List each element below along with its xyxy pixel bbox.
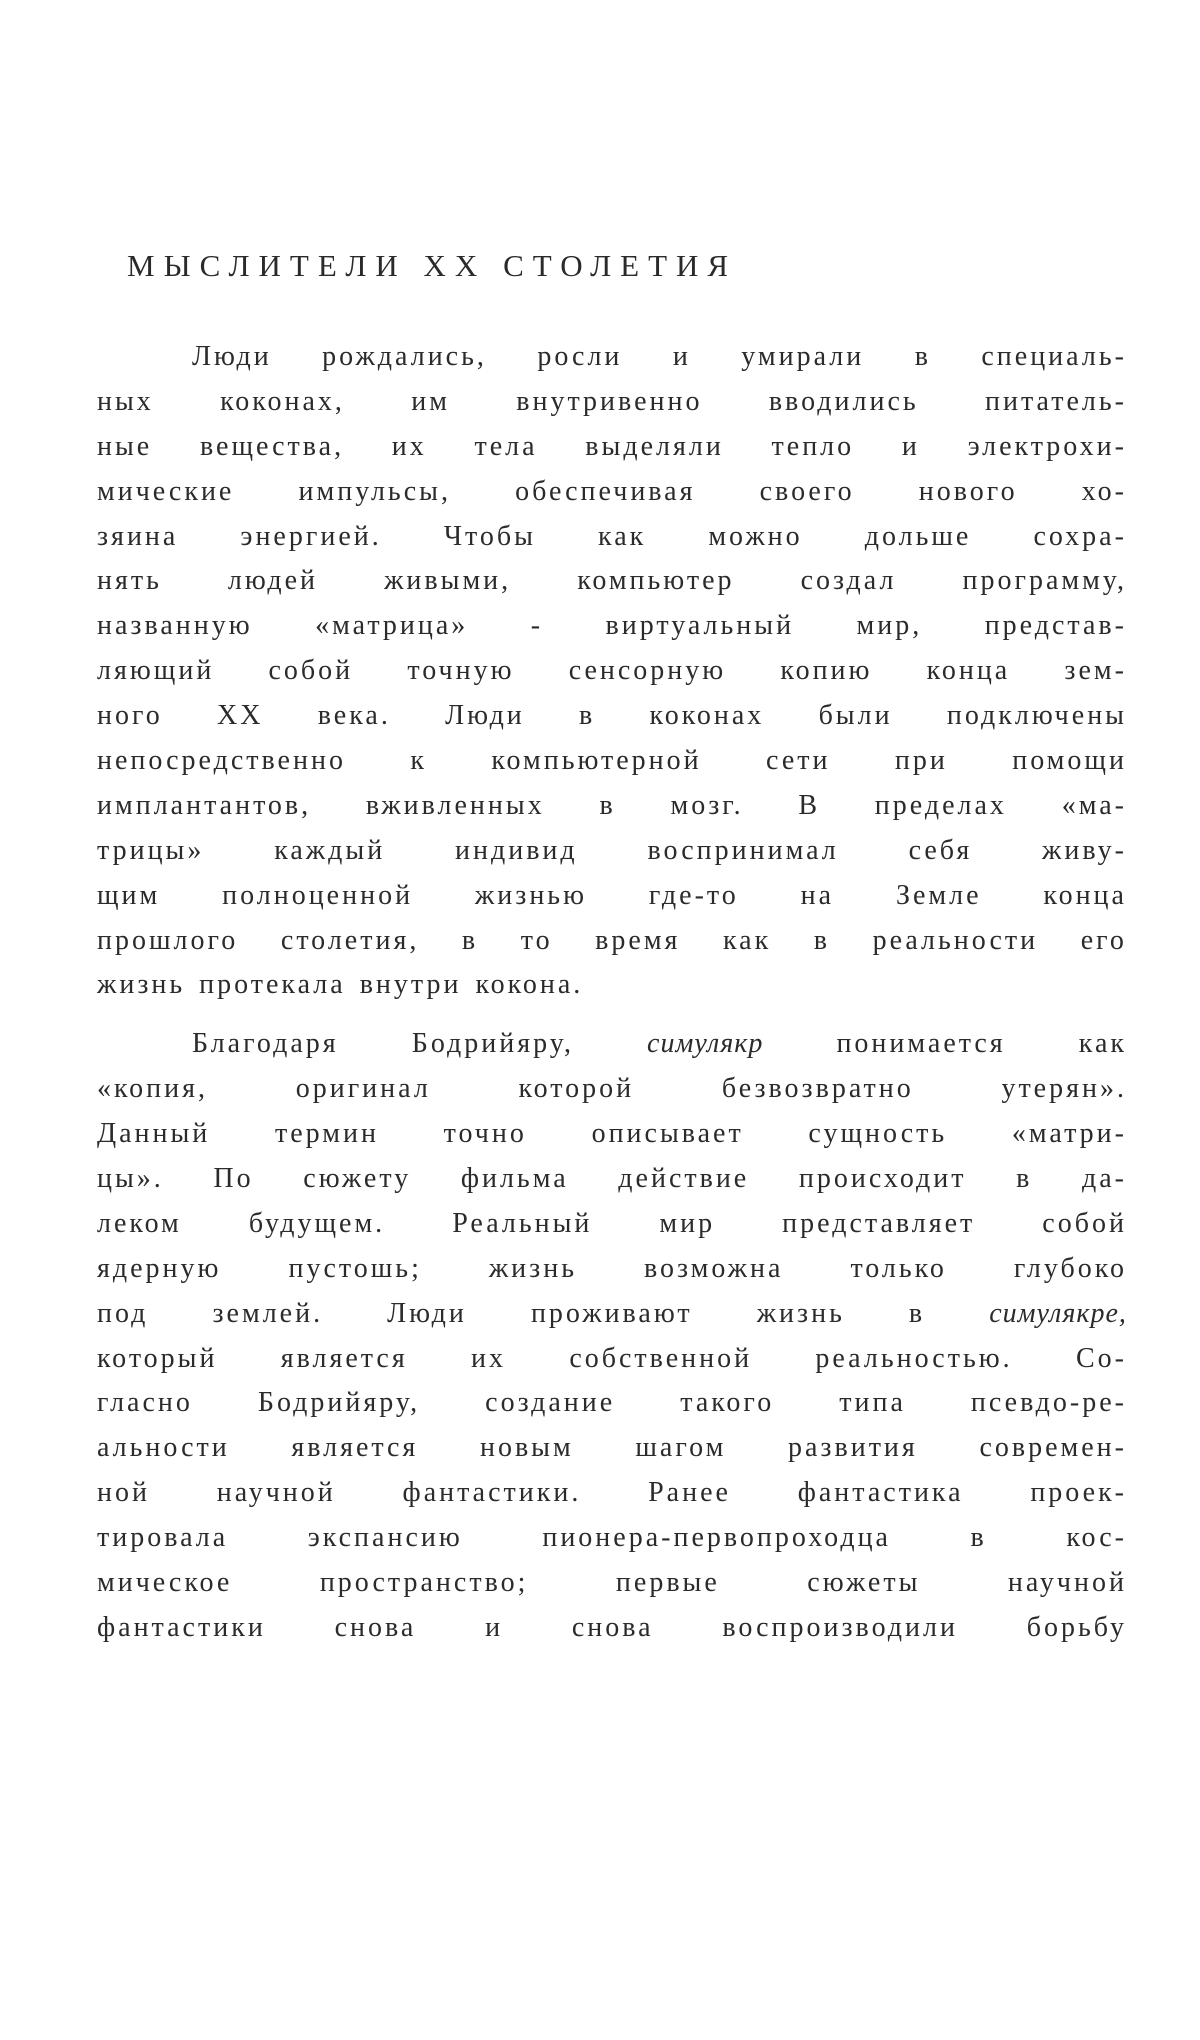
word: является	[291, 1432, 419, 1464]
word: только	[850, 1252, 947, 1284]
word: названную	[97, 610, 253, 642]
word: жизнью	[474, 879, 587, 911]
word: прошлого	[97, 924, 239, 956]
word: индивид	[455, 834, 578, 866]
word: копию	[780, 655, 873, 687]
text-line	[97, 963, 1127, 1008]
word: ной	[97, 1477, 150, 1509]
word: снова	[334, 1611, 417, 1643]
word: мир	[659, 1207, 716, 1239]
word: симулякре,	[989, 1297, 1127, 1329]
word: мические	[97, 475, 235, 507]
word: как	[598, 520, 647, 552]
word: Реальный	[452, 1207, 593, 1239]
word: тепло	[771, 430, 855, 462]
text-line	[97, 1381, 1127, 1426]
word: рождались,	[322, 341, 487, 372]
word: людей	[227, 565, 319, 597]
word: мическое	[97, 1567, 233, 1599]
word: то	[520, 924, 553, 956]
word: в	[599, 789, 616, 821]
word: «копия,	[97, 1073, 209, 1105]
word: ные	[97, 430, 153, 462]
body-text	[97, 335, 1127, 1651]
word: компьютер	[577, 565, 735, 597]
word: описывает	[591, 1118, 744, 1150]
word: сюжеты	[807, 1567, 921, 1599]
word: сохра-	[1033, 520, 1127, 552]
word: ядерную	[97, 1252, 222, 1284]
word: такого	[680, 1387, 775, 1419]
word: сенсорную	[568, 655, 727, 687]
word: выделяли	[585, 430, 724, 462]
text-line	[97, 1471, 1127, 1516]
word: развития	[788, 1432, 918, 1464]
word: борьбу	[1026, 1611, 1127, 1643]
word: является	[280, 1342, 408, 1374]
word: Бодрийяру,	[411, 1028, 574, 1060]
word: виртуальный	[605, 610, 795, 642]
word: жизнь	[488, 1252, 577, 1284]
word: его	[1080, 924, 1127, 956]
text-line	[97, 919, 1127, 964]
word: в	[813, 924, 831, 956]
text-line	[97, 694, 1127, 739]
word: -	[530, 610, 544, 642]
word: научной	[216, 1477, 336, 1509]
word: цы».	[97, 1163, 164, 1195]
word: да-	[1081, 1163, 1127, 1195]
word: шагом	[635, 1432, 727, 1464]
text-line	[97, 1202, 1127, 1247]
word: понимается	[836, 1028, 1006, 1060]
paragraph-gap	[97, 1008, 1127, 1022]
word: жизнь	[756, 1297, 845, 1329]
word: проживают	[530, 1297, 693, 1329]
word: «матри-	[1011, 1118, 1127, 1150]
word: время	[595, 924, 681, 956]
word: в	[914, 341, 931, 372]
word: живу-	[1042, 834, 1127, 866]
word: По	[213, 1163, 254, 1195]
word: точную	[407, 655, 515, 687]
word: коконах,	[220, 385, 345, 417]
text-line	[97, 425, 1127, 470]
word: конца	[926, 655, 1011, 687]
word: энергией.	[240, 520, 382, 552]
word: трицы»	[97, 834, 205, 866]
text-line	[97, 1157, 1127, 1202]
word: имплантантов,	[97, 789, 312, 821]
word: происходит	[798, 1163, 967, 1195]
paragraph	[97, 1022, 1127, 1650]
word: вводились	[768, 385, 919, 417]
word: при	[894, 745, 948, 777]
word: представляет	[782, 1207, 976, 1239]
word: своего	[759, 475, 855, 507]
text-line	[97, 1561, 1127, 1606]
word: сети	[766, 745, 831, 777]
word: экспансию	[307, 1522, 463, 1554]
text-line	[97, 1337, 1127, 1382]
word: «ма-	[1061, 789, 1127, 821]
word: импульсы,	[298, 475, 451, 507]
word: на	[800, 879, 835, 911]
text-line	[97, 784, 1127, 829]
word: воспроизводили	[722, 1611, 958, 1643]
text-line	[97, 1606, 1127, 1651]
word: сущность	[808, 1118, 948, 1150]
word: реальности	[872, 924, 1039, 956]
text-line	[97, 335, 1127, 380]
word: действие	[618, 1163, 750, 1195]
word: оригинал	[295, 1073, 431, 1105]
word: росли	[537, 341, 623, 372]
word: симулякр	[647, 1028, 764, 1060]
word: снова	[571, 1611, 654, 1643]
word: пространство;	[319, 1567, 529, 1599]
word: Люди	[192, 341, 272, 372]
word: и	[901, 430, 920, 462]
word: В	[798, 789, 821, 821]
word: щим	[97, 879, 161, 911]
text-line	[97, 1067, 1127, 1112]
word: к	[410, 745, 427, 777]
text-line	[97, 1247, 1127, 1292]
text-line	[97, 874, 1127, 919]
word: как	[723, 924, 772, 956]
text-line	[97, 649, 1127, 694]
word: будущем.	[248, 1207, 386, 1239]
word: собой	[268, 655, 354, 687]
word: тировала	[97, 1522, 229, 1554]
word: обеспечивая	[515, 475, 696, 507]
word: кокона.	[475, 969, 584, 1001]
text-line	[97, 515, 1127, 560]
word: Со-	[1075, 1342, 1127, 1374]
word: умирали	[741, 341, 865, 372]
text-line	[97, 1516, 1127, 1561]
word: живыми,	[384, 565, 512, 597]
word: зем-	[1064, 655, 1127, 687]
word: внутри	[359, 969, 462, 1001]
word: фантастики	[97, 1611, 266, 1643]
word: гласно	[97, 1387, 193, 1419]
word: которой	[518, 1073, 635, 1105]
text-line	[97, 1426, 1127, 1471]
text-line	[97, 1022, 1127, 1067]
word: питатель-	[984, 385, 1127, 417]
word: ляющий	[97, 655, 215, 687]
word: себя	[908, 834, 973, 866]
word: кос-	[1066, 1522, 1127, 1554]
word: глубоко	[1013, 1252, 1127, 1284]
word: в	[1016, 1163, 1033, 1195]
word: каждый	[274, 834, 386, 866]
word: проек-	[1030, 1477, 1127, 1509]
word: века.	[317, 700, 391, 732]
word: фильма	[460, 1163, 569, 1195]
word: точно	[443, 1118, 527, 1150]
word: типа	[839, 1387, 906, 1419]
word: в	[908, 1297, 926, 1329]
word: программу,	[962, 565, 1127, 597]
word: создание	[485, 1387, 616, 1419]
word: жизнь	[97, 969, 186, 1001]
word: леком	[97, 1207, 182, 1239]
word: дольше	[864, 520, 972, 552]
word: непосредственно	[97, 745, 346, 777]
word: зяина	[97, 520, 179, 552]
word: их	[391, 430, 427, 462]
word: мир,	[856, 610, 923, 642]
word: и	[485, 1611, 504, 1643]
word: Люди	[445, 700, 525, 732]
word: Благодаря	[192, 1028, 339, 1060]
word: тела	[474, 430, 538, 462]
word: ного	[97, 700, 163, 732]
word: Бодрийяру,	[257, 1387, 421, 1419]
word: первые	[615, 1567, 720, 1599]
word: Чтобы	[443, 520, 536, 552]
word: пределах	[874, 789, 1007, 821]
word: помощи	[1012, 745, 1127, 777]
word: и	[672, 341, 691, 372]
word: вживленных	[365, 789, 545, 821]
word: протекала	[199, 969, 346, 1001]
word: «матрица»	[315, 610, 469, 642]
word: пионера-первопроходца	[542, 1522, 891, 1554]
word: Люди	[387, 1297, 467, 1329]
word: полноценной	[222, 879, 414, 911]
word: Ранее	[648, 1477, 731, 1509]
word: современ-	[979, 1432, 1127, 1464]
word: вещества,	[199, 430, 345, 462]
word: их	[471, 1342, 506, 1374]
paragraph	[97, 335, 1127, 1008]
word: где-то	[648, 879, 739, 911]
word: представ-	[984, 610, 1127, 642]
word: нять	[97, 565, 162, 597]
word: столетия,	[280, 924, 420, 956]
word: XX	[217, 700, 264, 732]
word: термин	[275, 1118, 379, 1150]
word: безвозвратно	[721, 1073, 914, 1105]
word: хо-	[1081, 475, 1127, 507]
word: Данный	[97, 1118, 211, 1150]
word: возможна	[643, 1252, 784, 1284]
word: специаль-	[981, 341, 1127, 372]
word: подключены	[946, 700, 1127, 732]
word: в	[970, 1522, 987, 1554]
word: воспринимал	[647, 834, 839, 866]
word: компьютерной	[491, 745, 702, 777]
word: утерян».	[1001, 1073, 1127, 1105]
word: пустошь;	[288, 1252, 422, 1284]
word: им	[411, 385, 450, 417]
word: ных	[97, 385, 154, 417]
word: собственной	[569, 1342, 753, 1374]
word: под	[97, 1297, 149, 1329]
text-line	[97, 739, 1127, 784]
word: фантастики.	[402, 1477, 582, 1509]
word: можно	[708, 520, 803, 552]
word: альности	[97, 1432, 230, 1464]
word: нового	[918, 475, 1018, 507]
text-line	[97, 559, 1127, 604]
text-line	[97, 604, 1127, 649]
word: в	[579, 700, 596, 732]
word: который	[97, 1342, 218, 1374]
word: мозг.	[670, 789, 744, 821]
word: сюжету	[303, 1163, 412, 1195]
word: научной	[1007, 1567, 1127, 1599]
word: внутривенно	[516, 385, 703, 417]
text-line	[97, 1292, 1127, 1337]
text-line	[97, 1112, 1127, 1157]
word: Земле	[895, 879, 982, 911]
word: как	[1078, 1028, 1127, 1060]
word: создал	[800, 565, 897, 597]
word: электрохи-	[967, 430, 1127, 462]
word: землей.	[212, 1297, 324, 1329]
word: реальностью.	[815, 1342, 1013, 1374]
text-line	[97, 470, 1127, 515]
word: коконах	[649, 700, 765, 732]
word: в	[461, 924, 479, 956]
word: новым	[479, 1432, 574, 1464]
text-line	[97, 829, 1127, 874]
word: собой	[1042, 1207, 1127, 1239]
word: были	[818, 700, 893, 732]
word: псевдо-ре-	[970, 1387, 1127, 1419]
text-line	[97, 380, 1127, 425]
word: фантастика	[797, 1477, 964, 1509]
word: конца	[1043, 879, 1127, 911]
running-head: МЫСЛИТЕЛИ XX СТОЛЕТИЯ	[127, 248, 738, 283]
